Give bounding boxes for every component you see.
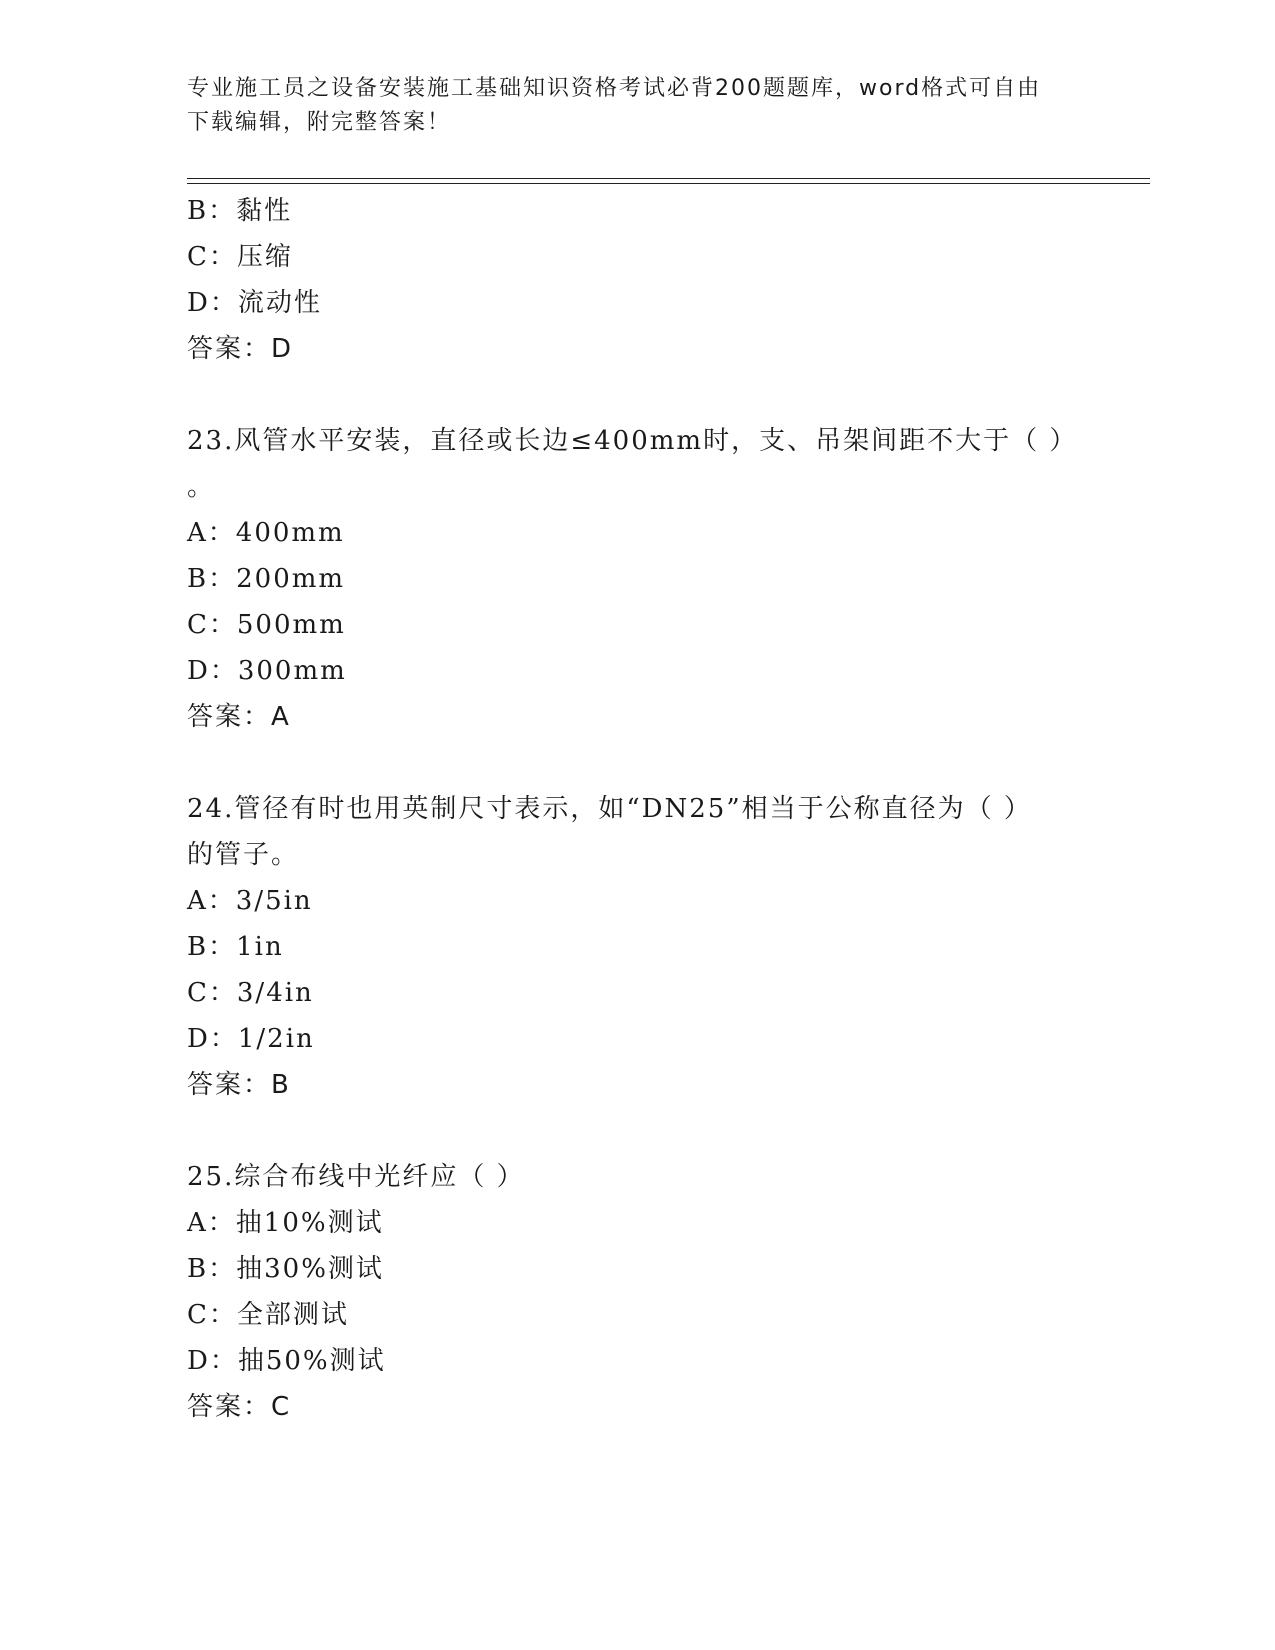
- option-b: B：抽30%测试: [187, 1254, 384, 1284]
- option-d: D：1/2in: [187, 1024, 315, 1054]
- question-text-line: 。: [187, 472, 216, 502]
- option-c: C：3/4in: [187, 978, 314, 1008]
- answer-line: 答案：D: [187, 334, 294, 364]
- option-c: C：压缩: [187, 242, 293, 272]
- option-c: C：500mm: [187, 610, 346, 640]
- option-b: B：200mm: [187, 564, 346, 594]
- option-c: C：全部测试: [187, 1300, 349, 1330]
- header-line-2: 下载编辑，附完整答案！: [187, 110, 452, 135]
- question-text-line: 23.风管水平安装，直径或长边≤400mm时，支、吊架间距不大于（ ）: [187, 426, 1078, 456]
- option-d: D：300mm: [187, 656, 347, 686]
- option-d: D：流动性: [187, 288, 322, 318]
- option-a: A：400mm: [187, 518, 345, 548]
- question-text-line: 的管子。: [187, 840, 300, 870]
- document-header: [187, 72, 1067, 140]
- answer-line: 答案：C: [187, 1392, 292, 1422]
- option-b: B：黏性: [187, 196, 293, 226]
- answer-line: 答案：B: [187, 1070, 291, 1100]
- question-text-line: 25.综合布线中光纤应（ ）: [187, 1162, 525, 1192]
- header-divider-top: [187, 178, 1150, 179]
- question-list: [187, 188, 1087, 1430]
- option-d: D：抽50%测试: [187, 1346, 386, 1376]
- header-divider-bottom: [187, 183, 1150, 184]
- question-23: [187, 418, 1087, 740]
- question-text-line: 24.管径有时也用英制尺寸表示，如“DN25”相当于公称直径为（ ）: [187, 794, 1032, 824]
- header-line-1: 专业施工员之设备安装施工基础知识资格考试必背200题题库，word格式可自由: [187, 76, 1042, 101]
- question-24: [187, 786, 1087, 1108]
- answer-line: 答案：A: [187, 702, 291, 732]
- option-a: A：抽10%测试: [187, 1208, 384, 1238]
- question-22-tail: [187, 188, 1087, 372]
- option-b: B：1in: [187, 932, 284, 962]
- option-a: A：3/5in: [187, 886, 313, 916]
- question-25: [187, 1154, 1087, 1430]
